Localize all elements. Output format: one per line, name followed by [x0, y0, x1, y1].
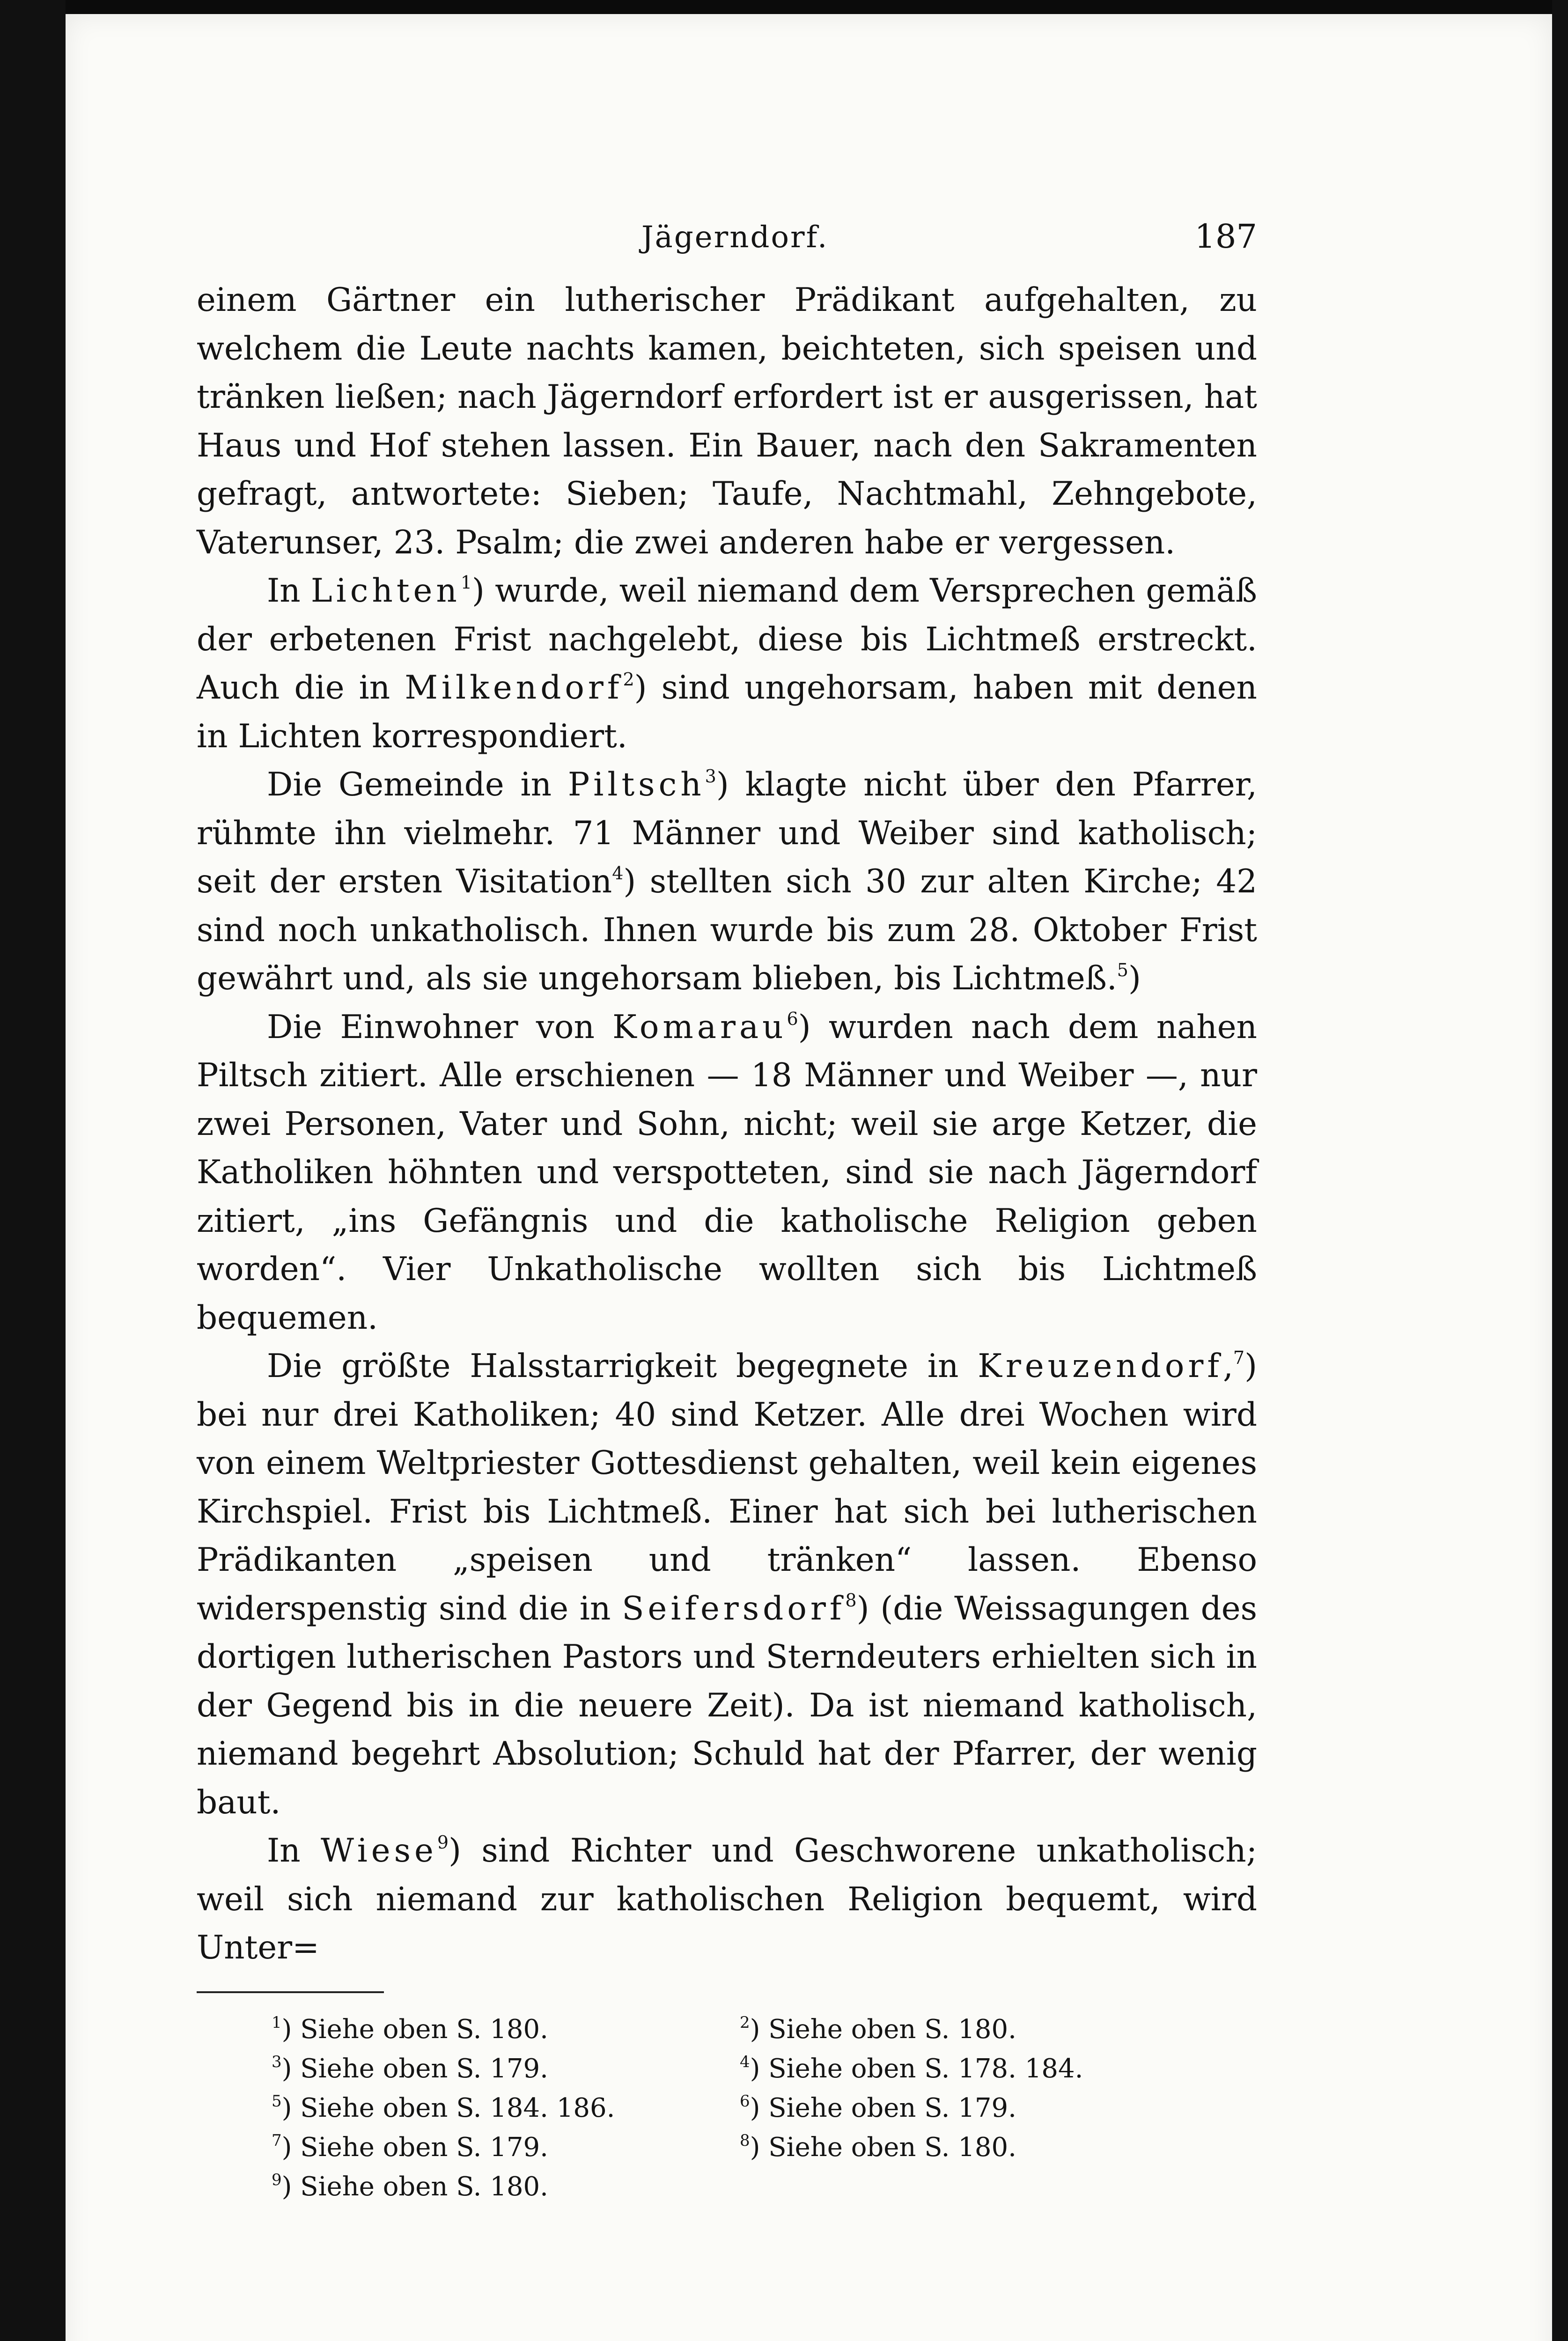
footnote-text: ) Siehe oben S. 180. — [281, 2171, 548, 2202]
footnote-number: 3 — [272, 2052, 282, 2071]
place-name: Lichten — [310, 572, 461, 610]
running-header — [197, 217, 1257, 276]
paragraph — [197, 1342, 1257, 1827]
footnote-text: ) Siehe oben S. 179. — [281, 2053, 548, 2084]
footnote-marker: 4 — [612, 863, 624, 883]
footnote-marker: 9 — [437, 1832, 449, 1853]
text-segment: ) — [1128, 960, 1141, 997]
footnote-marker: 7 — [1233, 1347, 1245, 1368]
footnote-marker: 2 — [623, 669, 634, 690]
text-segment: In — [267, 572, 311, 610]
page-number: 187 — [1194, 217, 1257, 256]
footnote-marker: 6 — [787, 1008, 798, 1029]
place-name: Wiese — [321, 1832, 437, 1870]
text-segment: ) klagte nicht über den Pfarrer, rühmte ihn vielmehr. 71 Männer und Weiber sind katholisch; seit der ersten Visitation — [197, 766, 1257, 900]
footnote — [272, 2049, 740, 2089]
footnotes — [197, 2010, 1257, 2207]
footnote — [740, 2010, 1161, 2049]
footnote-number: 2 — [740, 2013, 750, 2032]
footnote-text: ) Siehe oben S. 179. — [750, 2092, 1016, 2123]
footnote — [740, 2089, 1161, 2128]
text-segment: ) wurde, weil niemand dem Versprechen gemäß der erbetenen Frist nachgelebt, diese bis Lichtmeß erstreckt. Auch die in — [197, 572, 1257, 707]
place-name: Piltsch — [567, 766, 705, 803]
text-segment: ) sind Richter und Geschworene unkatholisch; weil sich niemand zur katholischen Religion bequemt, wird Unter= — [197, 1832, 1257, 1966]
text-segment: ) (die Weissagungen des dortigen lutherischen Pastors und Sterndeuters erhielten sich in der Gegend bis in die neuere Zeit). Da ist niemand katholisch, niemand begehrt Absolution; Schuld hat der Pfarrer, der wenig baut. — [197, 1590, 1257, 1821]
place-name: Milkendorf — [405, 669, 623, 707]
text-segment: ) stellten sich 30 zur alten Kirche; 42 sind noch unkatholisch. Ihnen wurde bis zum 28. Oktober Frist gewährt und, als sie ungehorsam blieben, bis Lichtmeß. — [197, 863, 1258, 997]
place-name: Seifersdorf — [622, 1590, 846, 1627]
text-segment: Die Einwohner von — [267, 1008, 613, 1046]
footnote-number: 8 — [740, 2131, 750, 2150]
paragraph — [197, 761, 1257, 1003]
footnote-text: ) Siehe oben S. 180. — [281, 2014, 548, 2045]
place-name: Komarau — [612, 1008, 787, 1046]
place-name: Kreuzendorf — [978, 1347, 1223, 1385]
page-content — [197, 217, 1258, 2207]
footnote-number: 1 — [272, 2013, 282, 2032]
paragraph — [197, 567, 1257, 761]
text-segment: In — [267, 1832, 321, 1870]
paragraph — [197, 1003, 1257, 1343]
footnote-text: ) Siehe oben S. 184. 186. — [281, 2092, 615, 2123]
text-segment: ) wurden nach dem nahen Piltsch zitiert. Alle erschienen — 18 Männer und Weiber —, nur zwei Personen, Vater und Sohn, nicht; weil sie arge Ketzer, die Katholiken höhnten und verspotteten, sind sie nach Jägerndorf zitiert, „ins Gefängnis und die katholische Religion geben worden“. Vier Unkatholische wollten sich bis Lichtmeß bequemen. — [197, 1008, 1257, 1337]
paragraph — [197, 276, 1257, 567]
footnote — [272, 2128, 740, 2167]
footnote — [740, 2128, 1161, 2167]
footnote-text: ) Siehe oben S. 180. — [750, 2014, 1016, 2045]
footnote — [740, 2049, 1161, 2089]
footnote-text: ) Siehe oben S. 180. — [750, 2132, 1016, 2163]
footnote-marker: 1 — [460, 572, 472, 593]
footnote-number: 5 — [272, 2091, 282, 2111]
footnote-text: ) Siehe oben S. 178. 184. — [750, 2053, 1083, 2084]
footnote — [272, 2167, 740, 2207]
footnote-marker: 8 — [845, 1590, 857, 1611]
footnote-number: 9 — [272, 2170, 282, 2189]
footnote-number: 4 — [740, 2052, 750, 2071]
footnote-marker: 5 — [1117, 960, 1128, 980]
footnote-text: ) Siehe oben S. 179. — [281, 2132, 548, 2163]
footnote-list — [197, 2010, 1257, 2207]
text-segment: ) sind ungehorsam, haben mit denen in Lichten korrespondiert. — [197, 669, 1257, 755]
body-text — [197, 276, 1257, 1973]
footnote-marker: 3 — [705, 766, 716, 787]
footnote-number: 6 — [740, 2091, 750, 2111]
left-binding-edge — [0, 0, 66, 2341]
text-segment: Die größte Halsstarrigkeit begegnete in — [267, 1347, 978, 1385]
text-segment: ) bei nur drei Katholiken; 40 sind Ketzer. Alle drei Wochen wird von einem Weltpriester Gottesdienst gehalten, weil kein eigenes Kirchspiel. Frist bis Lichtmeß. Einer hat sich bei lutherischen Prädikanten „speisen und tränken“ lassen. Ebenso widerspenstig sind die in — [197, 1347, 1257, 1627]
text-segment: Die Gemeinde in — [267, 766, 568, 803]
text-segment: , — [1222, 1347, 1233, 1385]
footnote — [272, 2010, 740, 2049]
running-title: Jägerndorf. — [641, 220, 829, 255]
footnote — [272, 2089, 740, 2128]
right-scan-edge — [1552, 0, 1568, 2341]
footnote-number: 7 — [272, 2131, 282, 2150]
paragraph — [197, 1827, 1257, 1973]
footnote-divider — [197, 1991, 384, 1993]
text-segment: einem Gärtner ein lutherischer Prädikant aufgehalten, zu welchem die Leute nachts kamen, beichteten, sich speisen und tränken ließen; nach Jägerndorf erfordert ist er ausgerissen, hat Haus und Hof stehen lassen. Ein Bauer, nach den Sakramenten gefragt, antwortete: Sieben; Taufe, Nachtmahl, Zehngebote, Vaterunser, 23. Psalm; die zwei anderen habe er vergessen. — [197, 281, 1257, 561]
